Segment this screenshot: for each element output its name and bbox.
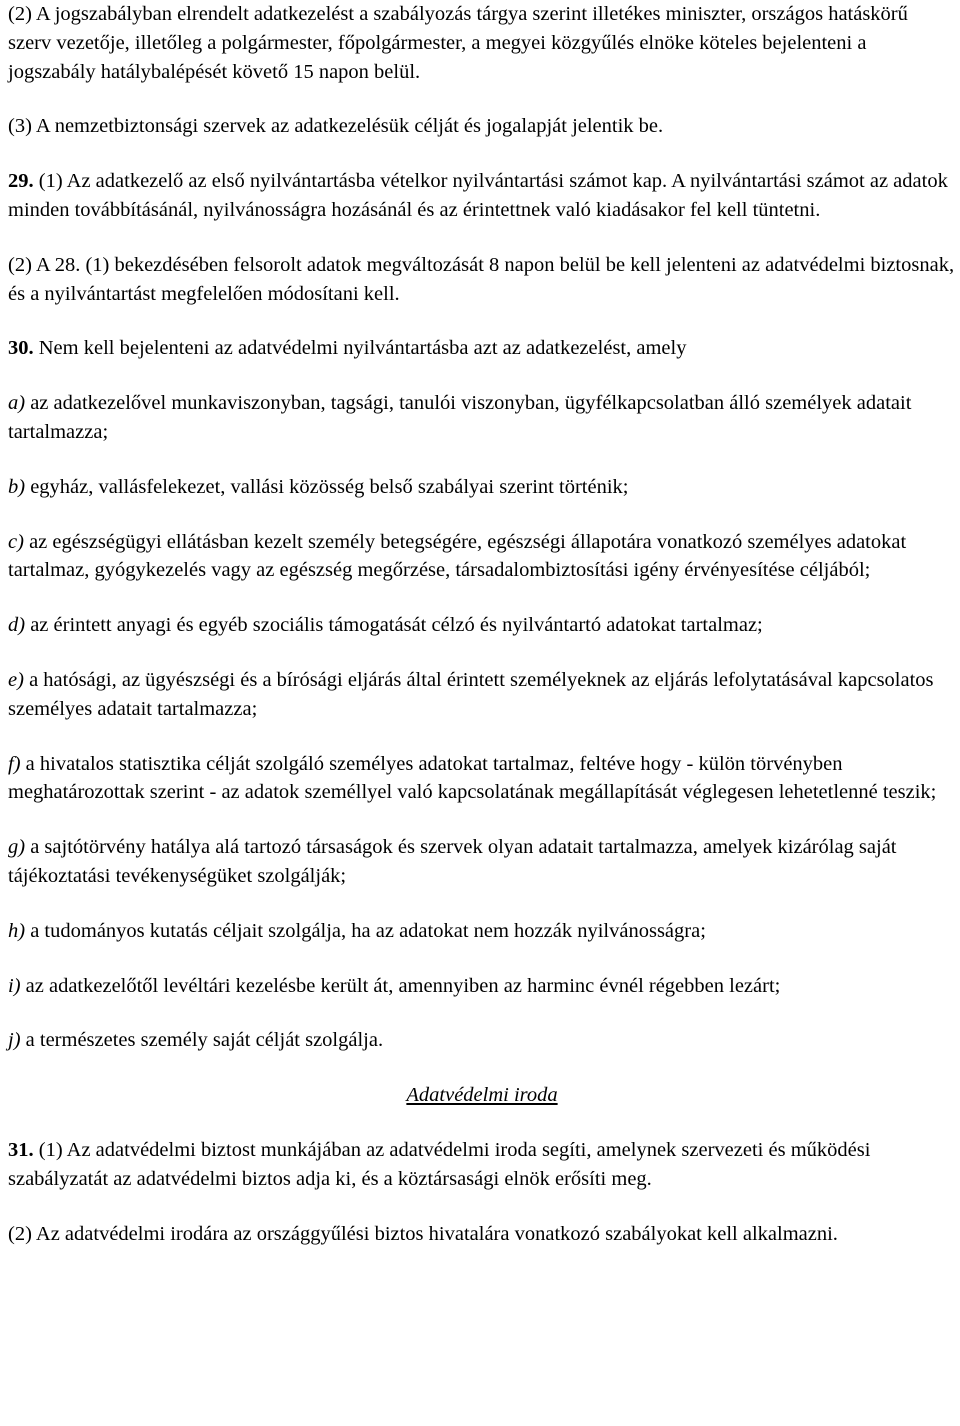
list-item [8,389,956,447]
paragraph-28-2 [8,0,956,86]
paragraph-text: (1) Az adatkezelő az első nyilvántartásba vételkor nyilvántartási számot kap. A nyilvántartási számot az adatok minden továbbításánál, nyilvánosságra hozásánál és az érintettnek való kiadásakor fel kell tüntetni. [8,170,948,221]
list-item [8,666,956,724]
list-letter: c) [8,530,24,553]
list-item [8,1026,956,1055]
list-letter: b) [8,475,26,498]
list-text: a természetes személy saját célját szolgálja. [20,1029,384,1052]
section-number: 30. [8,337,34,360]
paragraph-text: Nem kell bejelenteni az adatvédelmi nyilvántartásba azt az adatkezelést, amely [33,337,687,360]
list-item [8,750,956,808]
list-letter: d) [8,614,26,637]
list-letter: e) [8,668,24,691]
list-item [8,972,956,1001]
list-letter: g) [8,836,26,859]
list-item [8,833,956,891]
list-item [8,917,956,946]
paragraph-31-1 [8,1136,956,1194]
list-text: a hatósági, az ügyészségi és a bírósági eljárás által érintett személyeknek az eljárás lefolytatásával kapcsolatos személyes adatait tartalmazza; [8,668,934,720]
list-text: az adatkezelőtől levéltári kezelésbe került át, amennyiben az harminc évnél régebben lezárt; [20,974,781,997]
list-text: a hivatalos statisztika célját szolgáló személyes adatokat tartalmaz, feltéve hogy - külön törvényben meghatározottak szerint - az adatok személlyel való kapcsolatának megállapítását véglegesen lehetetlenné teszik; [8,752,937,804]
paragraph-text: (1) Az adatvédelmi biztost munkájában az adatvédelmi iroda segíti, amelynek szervezeti és működési szabályzatát az adatvédelmi biztos adja ki, és a köztársasági elnök erősíti meg. [8,1138,871,1190]
list-letter: f) [8,752,21,775]
paragraph-29-1 [8,167,956,225]
paragraph-29-2 [8,251,956,309]
list-text: a sajtótörvény hatálya alá tartozó társaságok és szervek olyan adatait tartalmazza, amelyek kizárólag saját tájékoztatási tevékenységüket szolgálják; [8,836,897,887]
list-text: egyház, vallásfelekezet, vallási közösség belső szabályai szerint történik; [25,475,629,498]
paragraph-text: (2) A jogszabályban elrendelt adatkezelést a szabályozás tárgya szerint illetékes miniszter, országos hatáskörű szerv vezetője, illetőleg a polgármester, főpolgármester, a megyei közgyűlés elnöke köteles bejelenteni a jogszabály hatálybalépését követő 15 napon belül. [8,3,908,83]
list-item [8,528,956,586]
list-item [8,611,956,640]
list-text: az egészségügyi ellátásban kezelt személy betegségére, egészségi állapotára vonatkozó személyes adatokat tartalmaz, gyógykezelés vagy az egészség megőrzése, társadalombiztosítási igény érvényesítése céljából; [8,530,907,582]
list-text: a tudományos kutatás céljait szolgálja, ha az adatokat nem hozzák nyilvánosságra; [25,919,706,942]
section-heading: Adatvédelmi iroda [406,1084,558,1107]
paragraph-text: (2) Az adatvédelmi irodára az országgyűlési biztos hivatalára vonatkozó szabályokat kell alkalmazni. [8,1222,838,1245]
list-letter: i) [8,974,21,997]
list-item [8,473,956,502]
list-letter: j) [8,1029,21,1052]
list-letter: a) [8,392,26,415]
list-letter: h) [8,919,26,942]
exemption-list [8,389,956,1055]
section-number: 29. [8,170,34,193]
list-text: az adatkezelővel munkaviszonyban, tagsági, tanulói viszonyban, ügyfélkapcsolatban álló személyek adatait tartalmazza; [8,392,912,443]
section-number: 31. [8,1138,34,1161]
paragraph-28-3 [8,112,956,141]
paragraph-30 [8,334,956,363]
paragraph-text: (3) A nemzetbiztonsági szervek az adatkezelésük célját és jogalapját jelentik be. [8,115,664,138]
paragraph-31-2 [8,1220,956,1249]
list-text: az érintett anyagi és egyéb szociális támogatását célzó és nyilvántartó adatokat tartalmaz; [25,614,763,637]
paragraph-text: (2) A 28. (1) bekezdésében felsorolt adatok megváltozását 8 napon belül be kell jelenteni az adatvédelmi biztosnak, és a nyilvántartást megfelelően módosítani kell. [8,253,955,305]
